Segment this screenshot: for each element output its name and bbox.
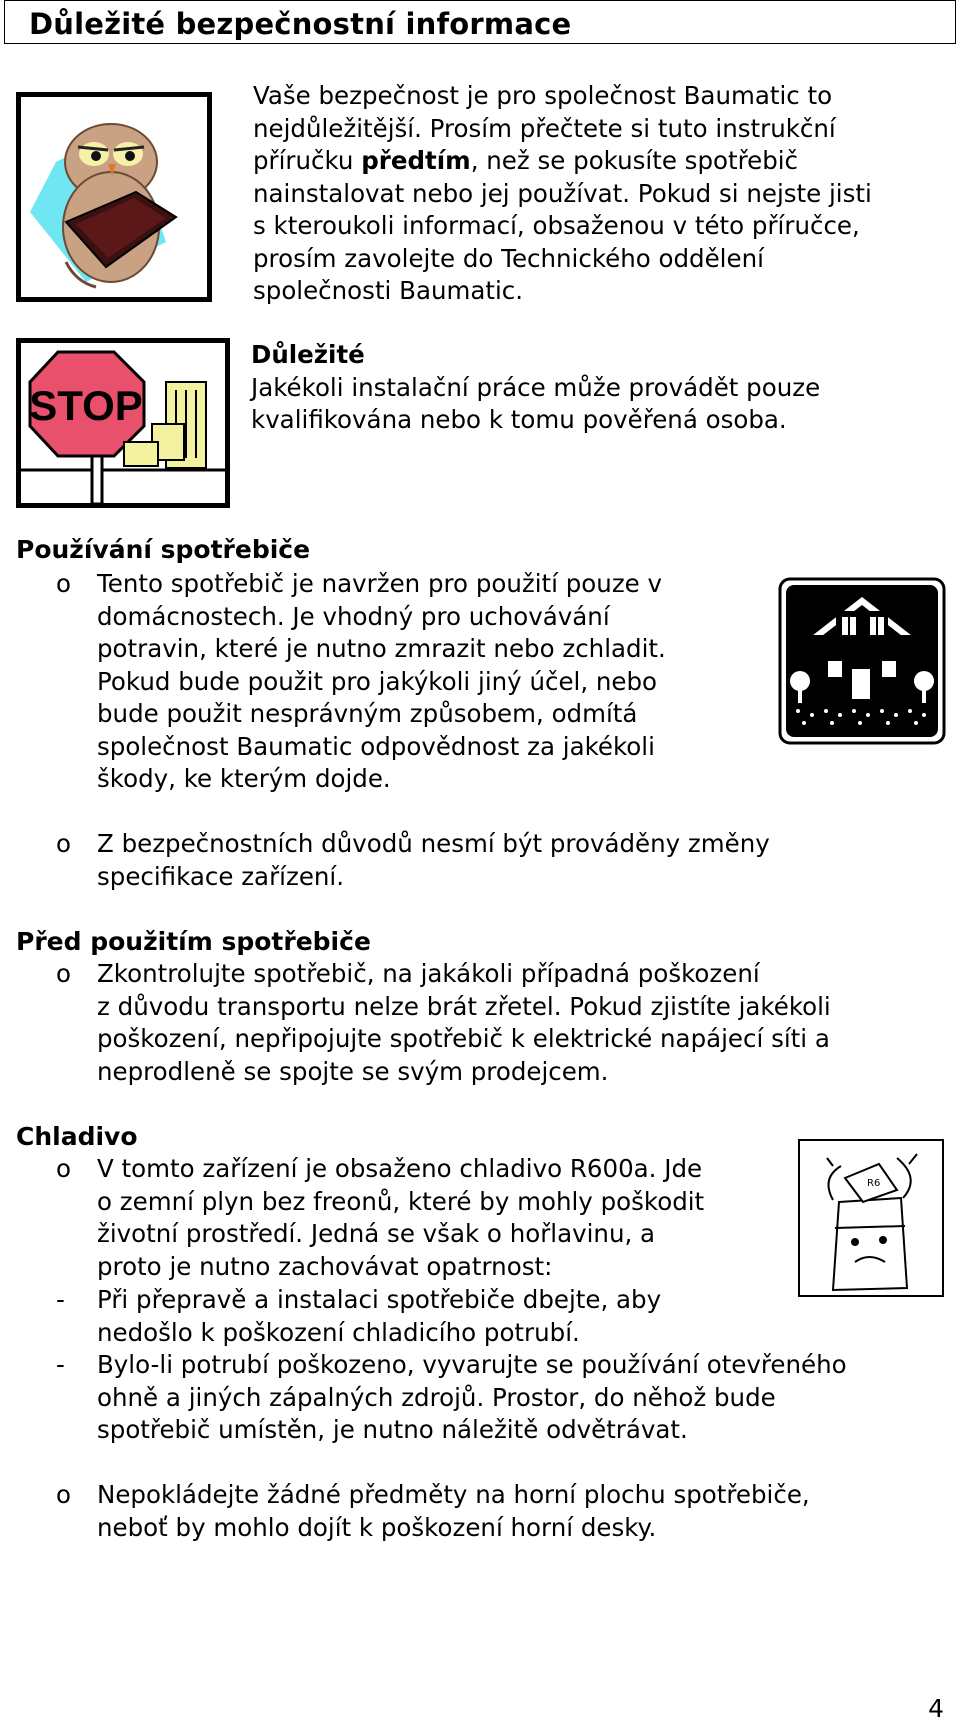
stop-sign-illustration (16, 338, 230, 512)
intro-paragraph (253, 80, 943, 308)
dash-mark: - (56, 1285, 65, 1314)
important-line-1: Jakékoli instalační práce může provádět pouze (251, 372, 821, 402)
usage-item-2-line-1: Z bezpečnostních důvodů nesmí být prováděny změny (97, 829, 770, 858)
refrigerant-line-3: životní prostředí. Jedná se však o hořlavinu, a (97, 1219, 656, 1248)
refrigerant-item-2-line-1: Nepokládejte žádné předměty na horní plochu spotřebiče, (97, 1480, 810, 1509)
refrigerant-line-4: proto je nutno zachovávat opatrnost: (97, 1251, 553, 1281)
page-title: Důležité bezpečnostní informace (29, 7, 572, 41)
bullet-mark: o (56, 569, 71, 598)
owl-reading-illustration (16, 92, 212, 306)
usage-heading: Používání spotřebiče (16, 535, 311, 564)
usage-item-1-line-2: domácnostech. Je vhodný pro uchovávání (97, 601, 610, 631)
bullet-mark: o (56, 829, 71, 858)
usage-item-1-line-1: Tento spotřebič je navržen pro použití pouze v (97, 569, 663, 598)
usage-item-1-line-5: bude použit nesprávným způsobem, odmítá (97, 699, 638, 728)
refrigerant-dash-2-line-2: ohně a jiných zápalných zdrojů. Prostor, do něhož bude (97, 1382, 776, 1412)
refrigerant-item-2-line-2: neboť by mohlo dojít k poškození horní desky. (97, 1512, 657, 1542)
bullet-mark: o (56, 1154, 71, 1183)
usage-item-1-line-3: potravin, které je nutno zmrazit nebo zchladit. (97, 634, 666, 663)
before-use-heading: Před použitím spotřebiče (16, 927, 371, 956)
intro-line-2: nejdůležitější. Prosím přečtete si tuto instrukční (253, 113, 836, 143)
intro-line-7: společnosti Baumatic. (253, 276, 524, 305)
important-block (251, 339, 951, 437)
usage-item-1-line-4: Pokud bude použit pro jakýkoli jiný účel, nebo (97, 666, 658, 696)
refrigerant-line-2: o zemní plyn bez freonů, které by mohly poškodit (97, 1186, 705, 1216)
usage-item-1-line-7: škody, ke kterým dojde. (97, 764, 391, 793)
before-use-line-2: z důvodu transportu nelze brát zřetel. Pokud zjistíte jakékoli (97, 991, 831, 1021)
intro-line-3 (253, 145, 943, 178)
before-use-line-1: Zkontrolujte spotřebič, na jakákoli případná poškození (97, 959, 760, 988)
intro-line-5: s kteroukoli informací, obsaženou v této příručce, (253, 211, 860, 240)
before-use-line-4: neprodleně se spojte se svým prodejcem. (97, 1056, 609, 1086)
intro-line-6: prosím zavolejte do Technického oddělení (253, 243, 764, 273)
usage-item-2-line-2: specifikace zařízení. (97, 861, 345, 891)
refrigerant-heading: Chladivo (16, 1122, 138, 1151)
intro-bold-word: předtím (361, 146, 471, 175)
refrigerant-dash-2-line-1: Bylo-li potrubí poškozeno, vyvarujte se používání otevřeného (97, 1350, 847, 1379)
refrigerant-line-1: V tomto zařízení je obsaženo chladivo R600a. Jde (97, 1154, 703, 1183)
refrigerant-dash-1-line-2: nedošlo k poškození chladicího potrubí. (97, 1317, 580, 1347)
intro-line-1: Vaše bezpečnost je pro společnost Baumatic to (253, 81, 833, 110)
intro-line-4: nainstalovat nebo jej používat. Pokud si nejste jisti (253, 178, 872, 208)
before-use-line-3: poškození, nepřipojujte spotřebič k elektrické napájecí síti a (97, 1024, 830, 1053)
important-heading: Důležité (251, 340, 365, 369)
important-line-2: kvalifikována nebo k tomu pověřená osoba. (251, 405, 787, 434)
title-box (4, 0, 956, 44)
refrigerant-dash-1-line-1: Při přepravě a instalaci spotřebiče dbejte, aby (97, 1285, 662, 1314)
usage-item-1-line-6: společnost Baumatic odpovědnost za jakékoli (97, 731, 655, 761)
fridge-label: R6 (867, 1178, 881, 1189)
refrigerant-dash-2-line-3: spotřebič umístěn, je nutno náležitě odvětrávat. (97, 1415, 688, 1444)
intro-line-3-pre: příručku (253, 146, 362, 175)
sad-fridge-illustration (797, 1138, 945, 1302)
bullet-mark: o (56, 1480, 71, 1509)
intro-line-3-post: , než se pokusíte spotřebič (470, 146, 799, 175)
house-icon (778, 577, 946, 749)
stop-sign-text: STOP (29, 382, 143, 429)
bullet-mark: o (56, 959, 71, 988)
page-number: 4 (928, 1694, 944, 1723)
dash-mark: - (56, 1350, 65, 1379)
